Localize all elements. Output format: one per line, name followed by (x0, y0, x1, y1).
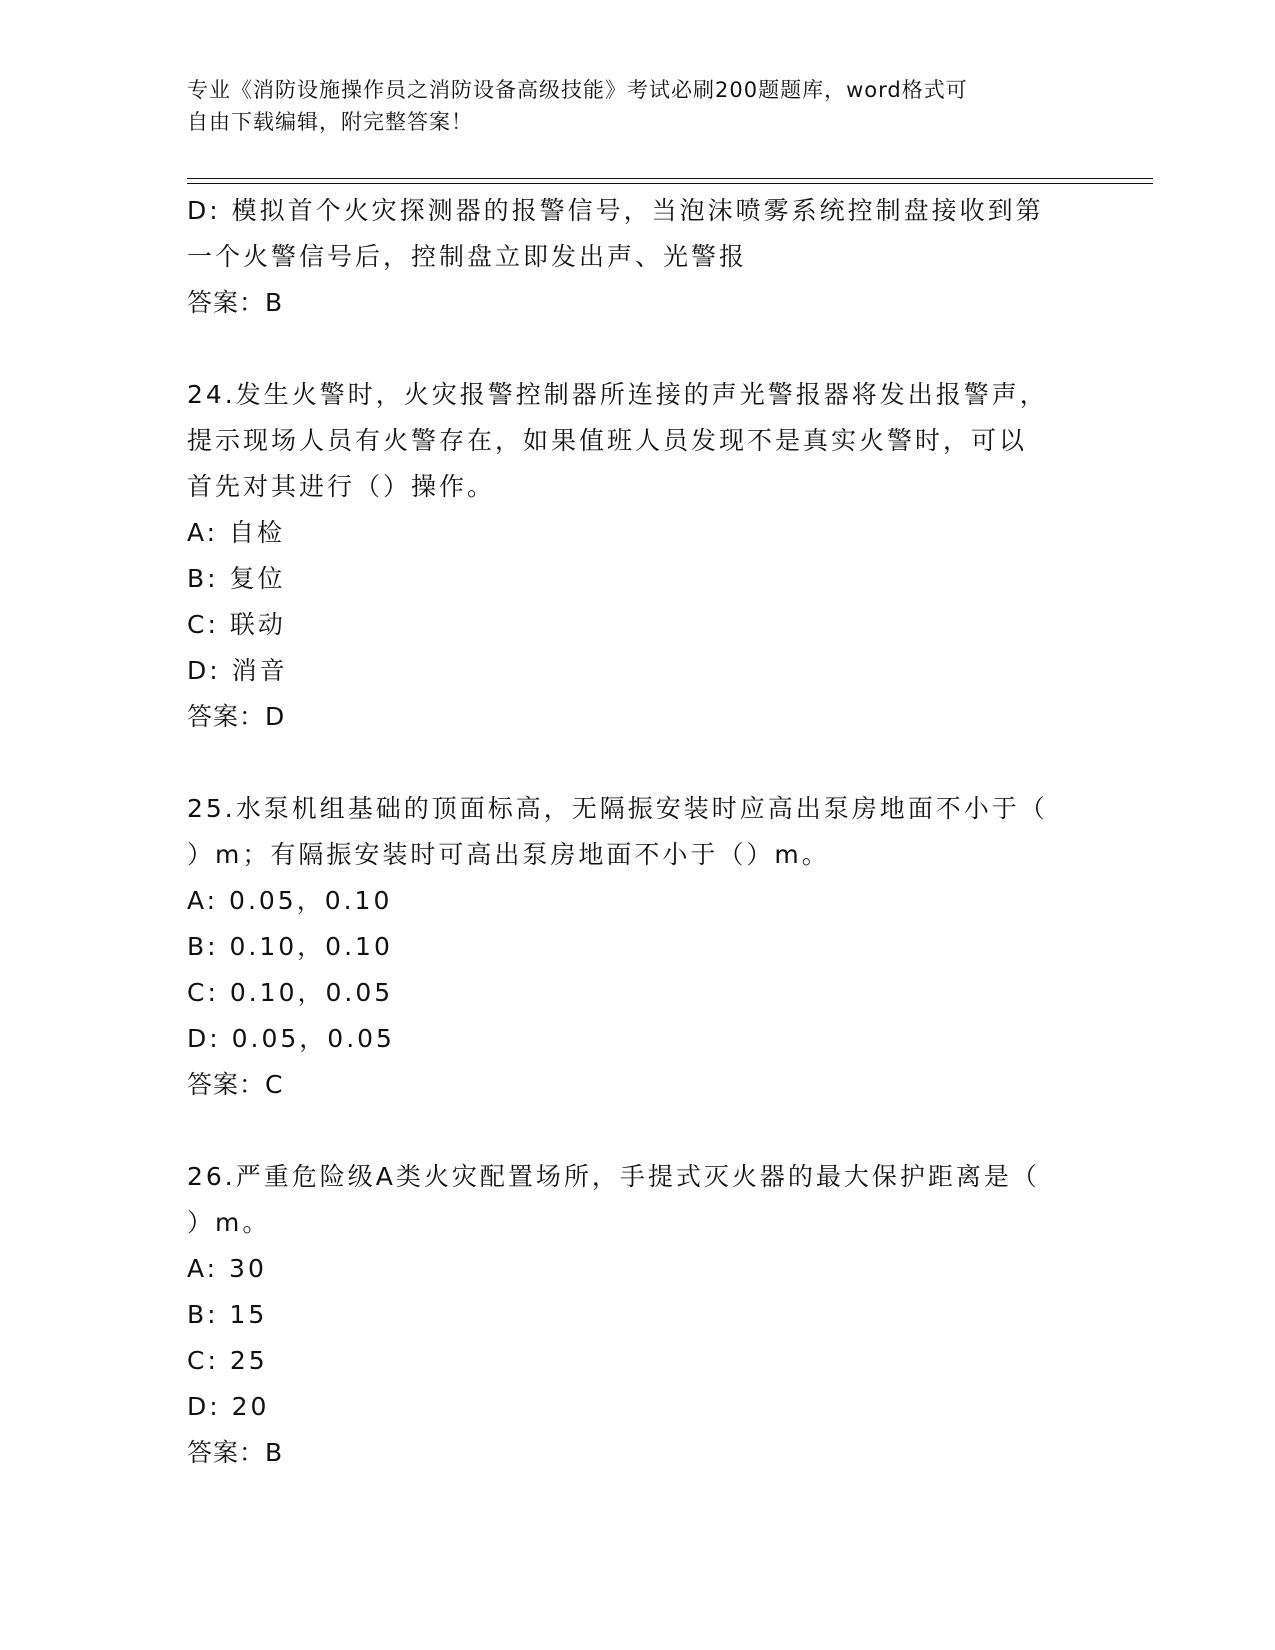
option-b: B: 15 (187, 1300, 268, 1329)
option-d-line-2: 一个火警信号后，控制盘立即发出声、光警报 (187, 242, 748, 271)
option-c: C: 0.10，0.05 (187, 978, 394, 1007)
document-header (187, 74, 1087, 138)
header-divider-bottom (187, 183, 1153, 184)
previous-question-tail (187, 188, 1087, 326)
answer-line: 答案：C (187, 1070, 284, 1099)
header-line-1: 专业《消防设施操作员之消防设备高级技能》考试必刷200题题库，word格式可 (187, 78, 968, 102)
header-divider-top (187, 178, 1153, 179)
option-d: D: 20 (187, 1392, 270, 1421)
question-stem-line: 24.发生火警时，火灾报警控制器所连接的声光警报器将发出报警声， (187, 380, 1048, 409)
question-stem-line: ）m。 (187, 1208, 271, 1237)
question-stem-line: 25.水泵机组基础的顶面标高，无隔振安装时应高出泵房地面不小于（ (187, 794, 1048, 823)
option-d-line-1: D: 模拟首个火灾探测器的报警信号，当泡沫喷雾系统控制盘接收到第 (187, 196, 1044, 225)
option-d: D: 0.05，0.05 (187, 1024, 395, 1053)
question-24 (187, 372, 1087, 740)
answer-line: 答案：B (187, 288, 284, 317)
spacer (187, 740, 1087, 786)
spacer (187, 1108, 1087, 1154)
question-stem-line: 首先对其进行（）操作。 (187, 472, 496, 501)
question-list (187, 188, 1087, 1476)
option-c: C: 25 (187, 1346, 268, 1375)
answer-line: 答案：B (187, 1438, 284, 1467)
option-a: A: 0.05，0.10 (187, 886, 393, 915)
option-d: D: 消音 (187, 656, 288, 685)
answer-line: 答案：D (187, 702, 286, 731)
option-b: B: 复位 (187, 564, 286, 593)
question-26 (187, 1154, 1087, 1476)
question-25 (187, 786, 1087, 1108)
option-a: A: 自检 (187, 518, 286, 547)
question-stem-line: 提示现场人员有火警存在，如果值班人员发现不是真实火警时，可以 (187, 426, 1028, 455)
option-a: A: 30 (187, 1254, 267, 1283)
spacer (187, 326, 1087, 372)
option-c: C: 联动 (187, 610, 286, 639)
question-stem-line: 26.严重危险级A类火灾配置场所，手提式灭火器的最大保护距离是（ (187, 1162, 1040, 1191)
question-stem-line: ）m；有隔振安装时可高出泵房地面不小于（）m。 (187, 840, 830, 869)
option-b: B: 0.10，0.10 (187, 932, 393, 961)
header-line-2: 自由下载编辑，附完整答案！ (187, 110, 473, 134)
